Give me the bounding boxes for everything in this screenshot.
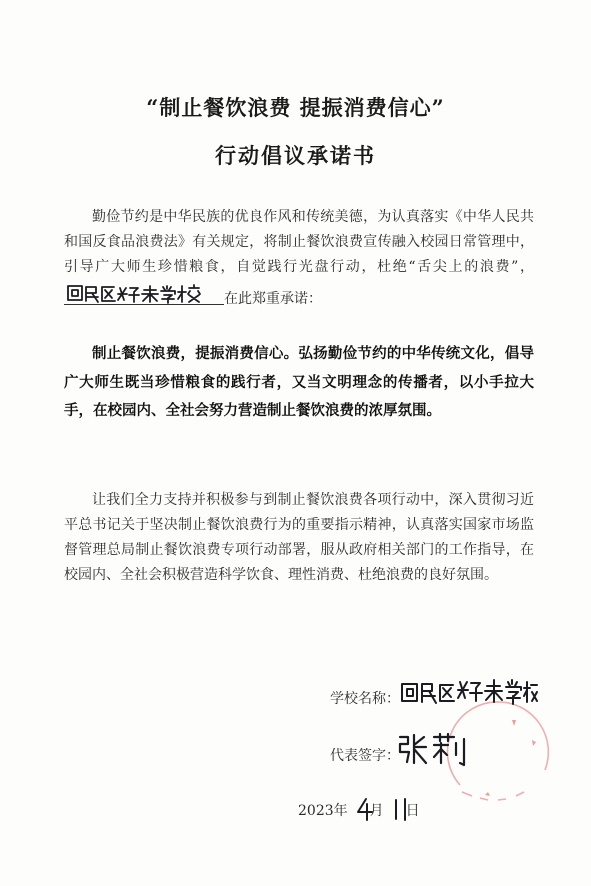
signing-date xyxy=(298,800,420,820)
paragraph-intro-text: 勤俭节约是中华民族的优良作风和传统美德，为认真落实《中华人民共和国反食品浪费法》有关规定，将制止餐饮浪费宣传融入校园日常管理中，引导广大师生珍惜粮食，自觉践行光盘行动，杜绝“舌尖上的浪费”， xyxy=(64,209,534,275)
handwritten-signature xyxy=(396,731,476,767)
handwritten-day xyxy=(390,796,412,822)
paragraph-intro-tail: 在此郑重承诺： xyxy=(224,291,322,307)
handwritten-month xyxy=(354,796,376,822)
representative-row xyxy=(330,745,400,765)
paragraph-call-to-action: 让我们全力支持并积极参与到制止餐饮浪费各项行动中，深入贯彻习近平总书记关于坚决制止餐饮浪费行为的重要指示精神，认真落实国家市场监督管理总局制止餐饮浪费专项行动部署，服从政府相关部门的工作指导，在校园内、全社会积极营造科学饮食、理性消费、杜绝浪费的良好氛围。 xyxy=(64,492,534,583)
school-name-row xyxy=(330,688,400,708)
date-day-suffix: 日 xyxy=(405,803,420,819)
paragraph-intro xyxy=(64,205,534,312)
representative-label: 代表签字： xyxy=(330,748,400,764)
paragraph-commitment: 制止餐饮浪费，提振消费信心。弘扬勤俭节约的中华传统文化，倡导广大师生既当珍惜粮食的践行者，又当文明理念的传播者，以小手拉大手，在校园内、全社会努力营造制止餐饮浪费的浓厚氛围。 xyxy=(64,345,534,419)
document-subtitle: 行动倡议承诺书 xyxy=(215,143,376,168)
school-name-label: 学校名称： xyxy=(330,691,400,707)
date-month-suffix: 月 xyxy=(369,803,384,819)
handwritten-school-name xyxy=(398,676,538,708)
handwritten-school-name-inline xyxy=(64,282,224,305)
document-title: “制止餐饮浪费 提振消费信心” xyxy=(146,95,445,120)
date-year: 2023年 xyxy=(298,803,348,819)
